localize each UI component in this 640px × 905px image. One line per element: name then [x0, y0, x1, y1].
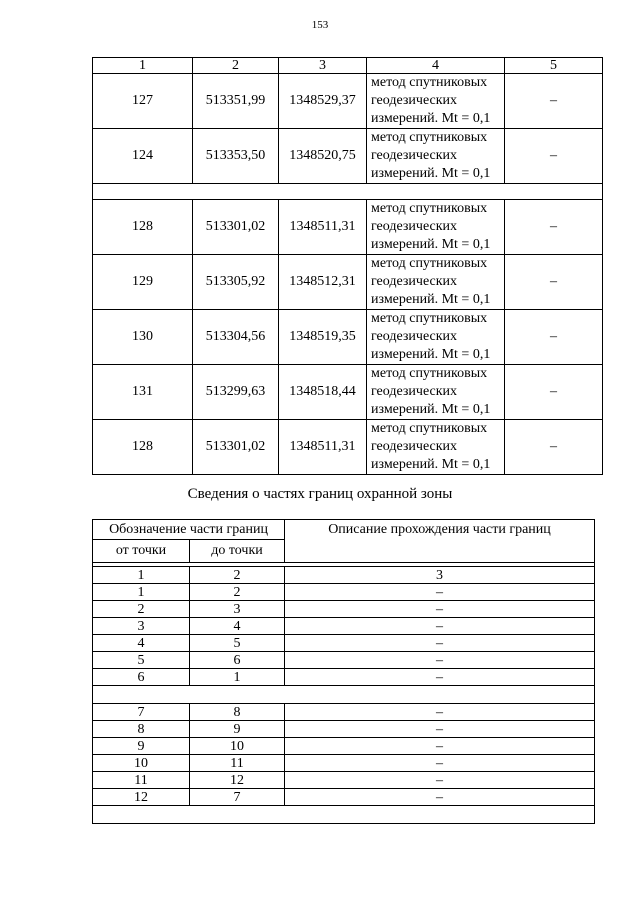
method-line: геодезических — [371, 274, 458, 289]
method-line: метод спутниковых — [371, 130, 488, 145]
from-point: 2 — [93, 601, 190, 618]
boundary-description: – — [285, 652, 595, 669]
point-number: 124 — [93, 129, 193, 184]
coord-y: 1348520,75 — [279, 129, 367, 184]
parts-table-row — [93, 738, 595, 755]
col-number-cell: 1 — [93, 567, 190, 584]
coord-x: 513353,50 — [193, 129, 279, 184]
accuracy-dash: – — [505, 365, 603, 420]
from-point: 10 — [93, 755, 190, 772]
point-number: 128 — [93, 200, 193, 255]
point-number: 129 — [93, 255, 193, 310]
parts-table-row — [93, 584, 595, 601]
parts-number-row — [93, 567, 595, 584]
to-point: 2 — [190, 584, 285, 601]
parts-table-row — [93, 772, 595, 789]
to-point: 9 — [190, 721, 285, 738]
section-title: Сведения о частях границ охранной зоны — [187, 486, 453, 502]
parts-table-row — [93, 789, 595, 806]
method-cell — [367, 129, 505, 184]
boundary-description: – — [285, 635, 595, 652]
method-cell — [367, 200, 505, 255]
method-cell — [367, 255, 505, 310]
parts-table-row — [93, 721, 595, 738]
separator-cell — [93, 686, 595, 704]
method-line: измерений. Mt = 0,1 — [371, 292, 491, 307]
coord-x: 513301,02 — [193, 420, 279, 475]
method-line: метод спутниковых — [371, 201, 488, 216]
to-point: 6 — [190, 652, 285, 669]
from-point: 5 — [93, 652, 190, 669]
boundary-description: – — [285, 772, 595, 789]
to-point: 4 — [190, 618, 285, 635]
from-point: 9 — [93, 738, 190, 755]
to-point: 3 — [190, 601, 285, 618]
method-line: геодезических — [371, 439, 458, 454]
parts-table-row — [93, 652, 595, 669]
from-point: 11 — [93, 772, 190, 789]
boundary-parts-table — [92, 519, 595, 824]
coord-x: 513305,92 — [193, 255, 279, 310]
boundary-description: – — [285, 669, 595, 686]
header-to-point: до точки — [190, 540, 285, 563]
coords-table-row — [93, 255, 603, 310]
point-number: 130 — [93, 310, 193, 365]
header-boundary-designation: Обозначение части границ — [93, 520, 285, 540]
to-point: 7 — [190, 789, 285, 806]
coord-y: 1348511,31 — [279, 420, 367, 475]
coordinates-table — [92, 57, 603, 475]
accuracy-dash: – — [505, 200, 603, 255]
method-line: измерений. Mt = 0,1 — [371, 402, 491, 417]
boundary-description: – — [285, 584, 595, 601]
method-cell — [367, 310, 505, 365]
coords-table-row — [93, 200, 603, 255]
point-number: 127 — [93, 74, 193, 129]
separator-cell — [93, 184, 603, 200]
parts-table-row — [93, 755, 595, 772]
from-point: 6 — [93, 669, 190, 686]
coord-y: 1348518,44 — [279, 365, 367, 420]
col-number-cell: 3 — [285, 567, 595, 584]
parts-header-row — [93, 520, 595, 540]
accuracy-dash: – — [505, 255, 603, 310]
coord-x: 513301,02 — [193, 200, 279, 255]
to-point: 10 — [190, 738, 285, 755]
method-line: геодезических — [371, 329, 458, 344]
coord-y: 1348519,35 — [279, 310, 367, 365]
page-number: 153 — [311, 19, 329, 31]
point-number: 131 — [93, 365, 193, 420]
method-line: измерений. Mt = 0,1 — [371, 457, 491, 472]
method-line: геодезических — [371, 384, 458, 399]
method-line: геодезических — [371, 219, 458, 234]
to-point: 11 — [190, 755, 285, 772]
to-point: 1 — [190, 669, 285, 686]
contour-separator-row — [93, 686, 595, 704]
point-number: 128 — [93, 420, 193, 475]
coords-header-cell: 1 — [93, 58, 193, 74]
method-line: измерений. Mt = 0,1 — [371, 347, 491, 362]
boundary-description: – — [285, 704, 595, 721]
col-number-cell: 2 — [190, 567, 285, 584]
method-line: метод спутниковых — [371, 256, 488, 271]
parts-table-row — [93, 704, 595, 721]
boundary-description: – — [285, 755, 595, 772]
coords-table-row — [93, 365, 603, 420]
tail-cell — [93, 806, 595, 824]
method-line: метод спутниковых — [371, 421, 488, 436]
method-line: метод спутниковых — [371, 366, 488, 381]
accuracy-dash: – — [505, 310, 603, 365]
coords-table-row — [93, 310, 603, 365]
coords-header-row — [93, 58, 603, 74]
accuracy-dash: – — [505, 420, 603, 475]
method-cell — [367, 420, 505, 475]
method-line: метод спутниковых — [371, 75, 488, 90]
boundary-description: – — [285, 721, 595, 738]
method-line: геодезических — [371, 148, 458, 163]
parts-table-row — [93, 635, 595, 652]
boundary-description: – — [285, 789, 595, 806]
from-point: 3 — [93, 618, 190, 635]
accuracy-dash: – — [505, 129, 603, 184]
coords-header-cell: 4 — [367, 58, 505, 74]
boundary-description: – — [285, 618, 595, 635]
parts-tail-row — [93, 806, 595, 824]
coord-x: 513299,63 — [193, 365, 279, 420]
method-line: метод спутниковых — [371, 311, 488, 326]
header-from-point: от точки — [93, 540, 190, 563]
method-cell — [367, 74, 505, 129]
coord-x: 513304,56 — [193, 310, 279, 365]
to-point: 8 — [190, 704, 285, 721]
coords-header-cell: 2 — [193, 58, 279, 74]
coord-y: 1348512,31 — [279, 255, 367, 310]
coords-table-row — [93, 420, 603, 475]
from-point: 12 — [93, 789, 190, 806]
to-point: 12 — [190, 772, 285, 789]
coord-y: 1348529,37 — [279, 74, 367, 129]
coords-header-cell: 5 — [505, 58, 603, 74]
coords-header-cell: 3 — [279, 58, 367, 74]
coords-table-row — [93, 129, 603, 184]
method-cell — [367, 365, 505, 420]
accuracy-dash: – — [505, 74, 603, 129]
parts-table-row — [93, 618, 595, 635]
parts-table-row — [93, 669, 595, 686]
method-line: геодезических — [371, 93, 458, 108]
coords-table-row — [93, 74, 603, 129]
parts-table-row — [93, 601, 595, 618]
coord-y: 1348511,31 — [279, 200, 367, 255]
coord-x: 513351,99 — [193, 74, 279, 129]
from-point: 4 — [93, 635, 190, 652]
method-line: измерений. Mt = 0,1 — [371, 166, 491, 181]
from-point: 1 — [93, 584, 190, 601]
from-point: 8 — [93, 721, 190, 738]
method-line: измерений. Mt = 0,1 — [371, 111, 491, 126]
boundary-description: – — [285, 601, 595, 618]
contour-separator-row — [93, 184, 603, 200]
from-point: 7 — [93, 704, 190, 721]
to-point: 5 — [190, 635, 285, 652]
header-boundary-description: Описание прохождения части границ — [285, 520, 595, 563]
method-line: измерений. Mt = 0,1 — [371, 237, 491, 252]
boundary-description: – — [285, 738, 595, 755]
